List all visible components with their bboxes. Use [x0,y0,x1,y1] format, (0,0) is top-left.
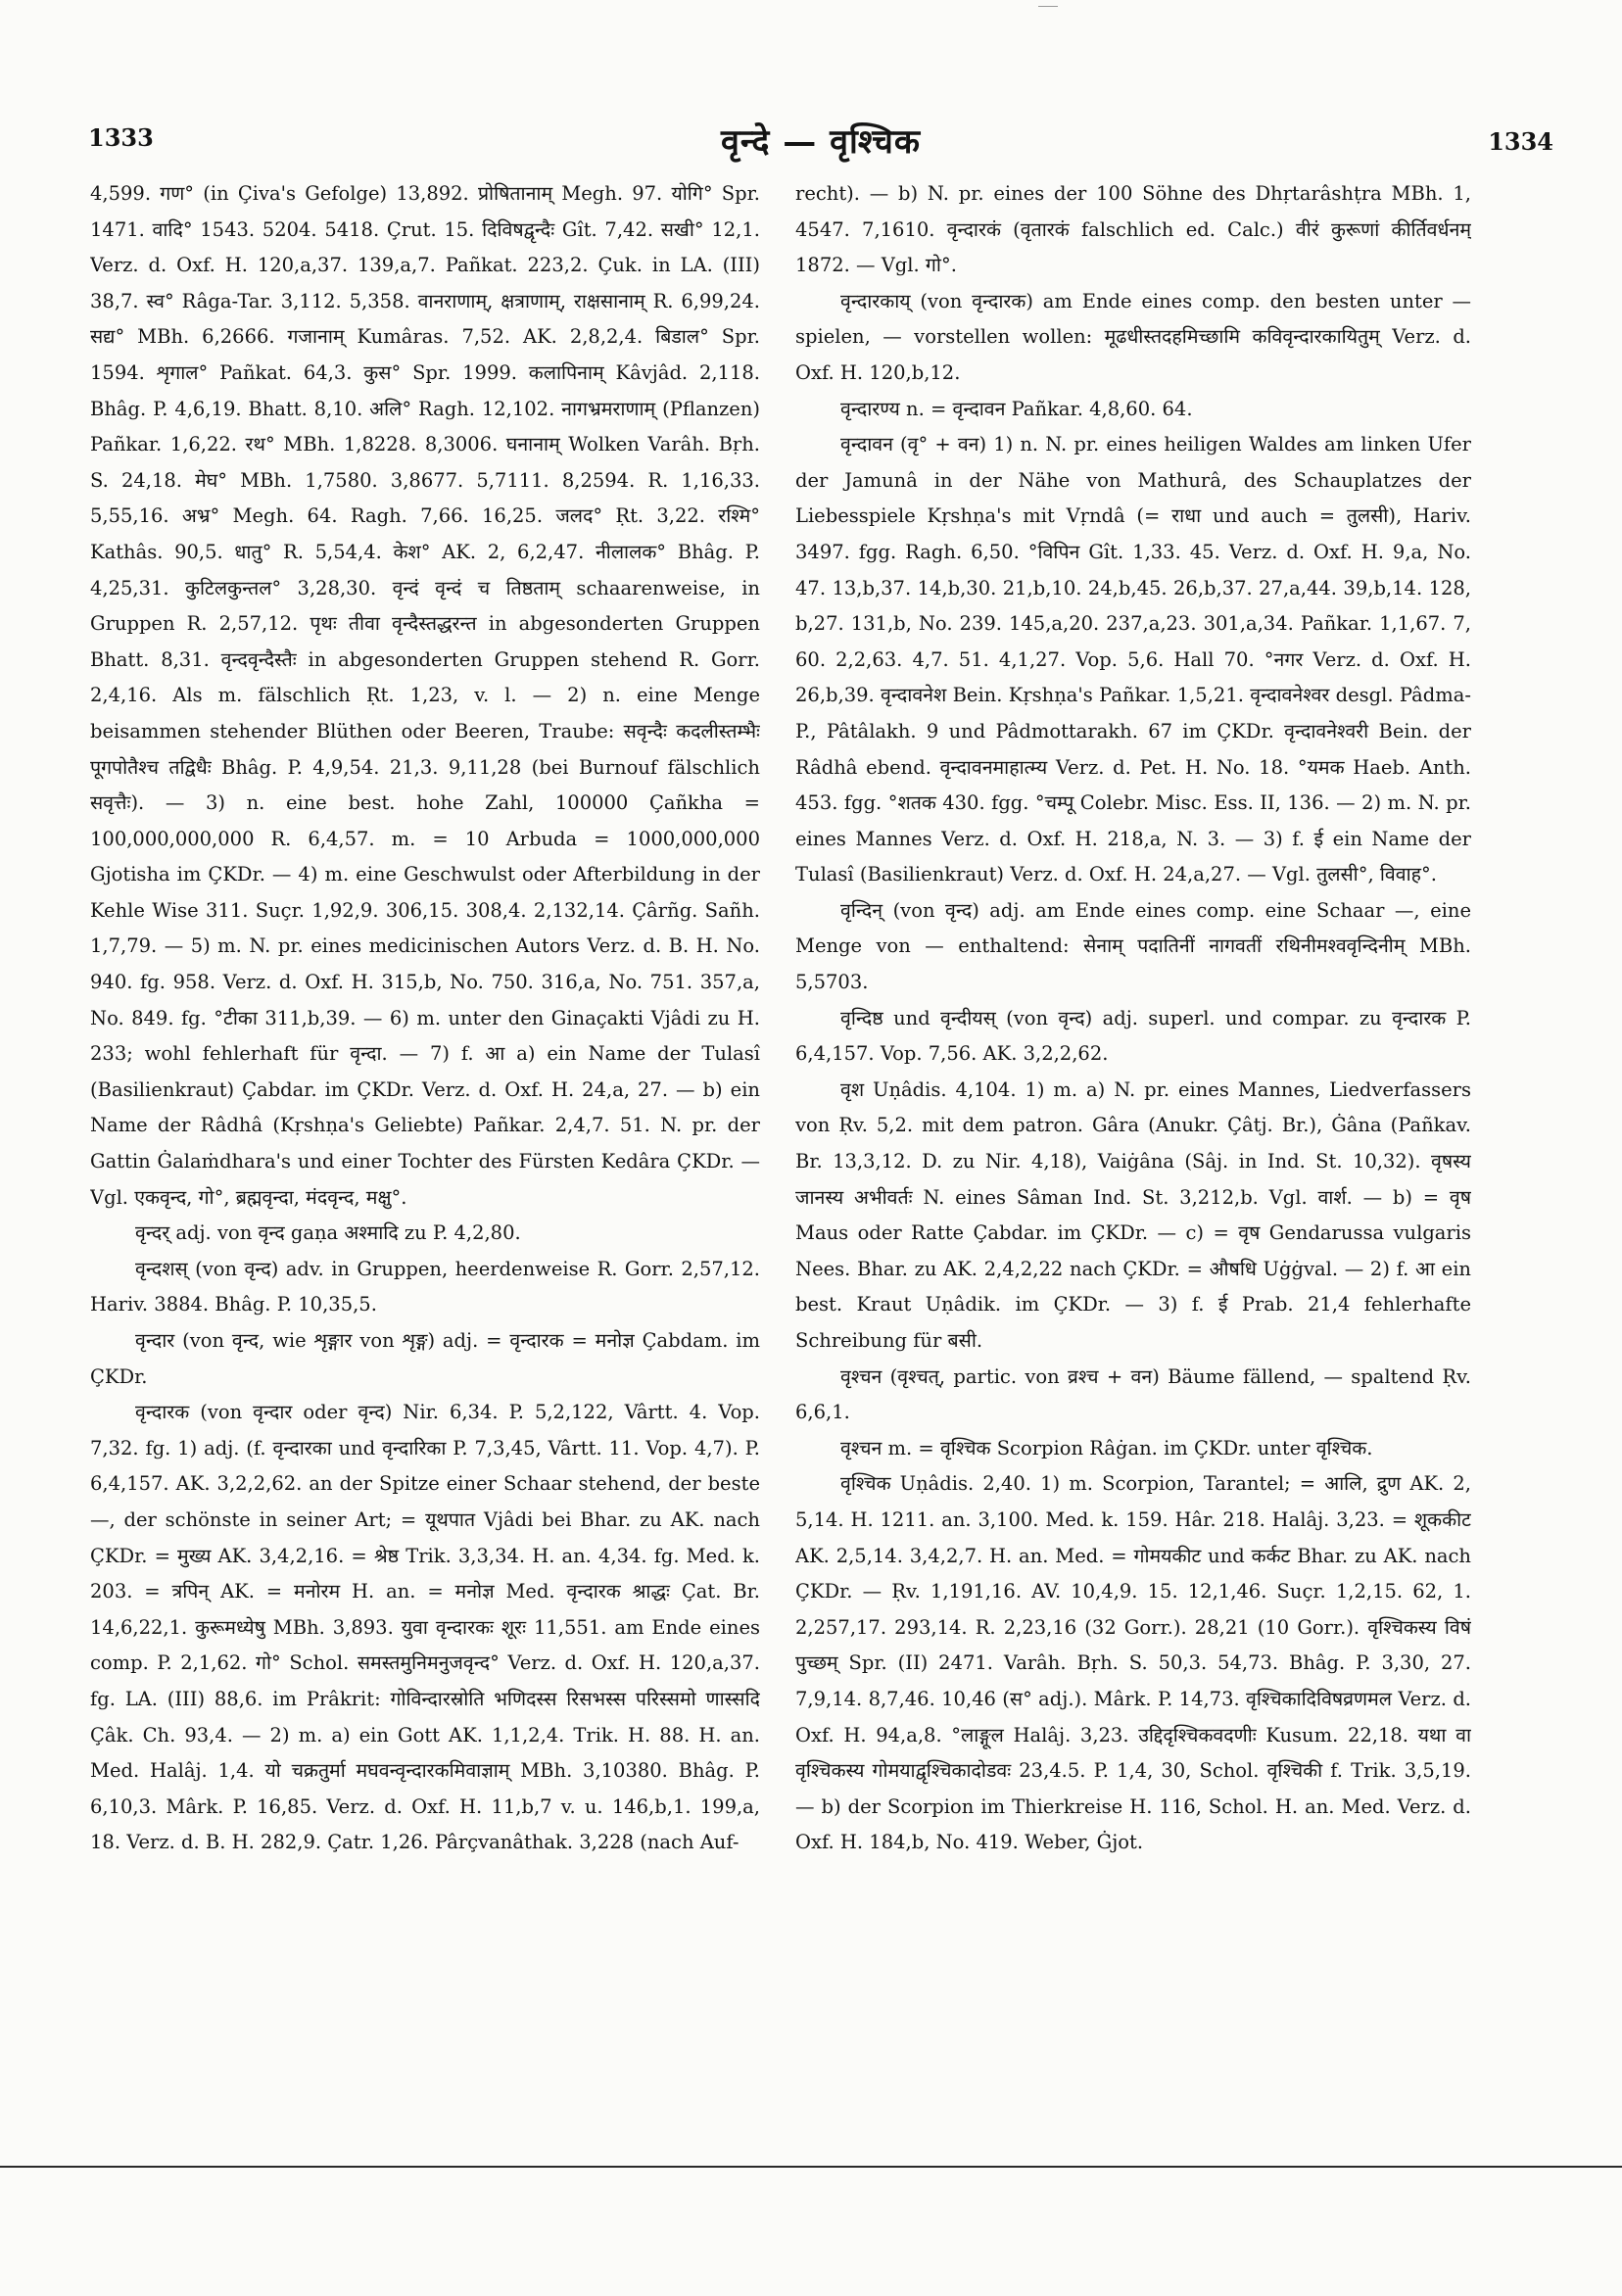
dictionary-entry: वृश Uṇâdis. 4,104. 1) m. a) N. pr. eines Mannes, Liedverfassers von Ṛv. 5,2. mit dem patron. Gâra (Anukr. Çâtj. Br.), Ġâna (Pañkav. Br. 13,3,12. D. zu Nir. 4,18), Vaiġâna (Sâj. in Ind. St. 10,32). वृषस्य जानस्य अभीवर्तः N. eines Sâman Ind. St. 3,212,b. Vgl. वार्श. — b) = वृष Maus oder Ratte Çabdar. im ÇKDr. — c) = वृष Gendarussa vulgaris Nees. Bhar. zu AK. 2,4,2,22 nach ÇKDr. = औषधि Uġġval. — 2) f. आ ein best. Kraut Uṇâdik. im ÇKDr. — 3) f. ई Prab. 21,4 fehlerhafte Schreibung für बसी. [795,1077,1471,1352]
page-number-right: 1334 [1488,127,1553,156]
right-column [795,176,1471,2022]
dictionary-entry: 4,599. गण° (in Çiva's Gefolge) 13,892. प्रोषितानाम् Megh. 97. योगि° Spr. 1471. वादि° 1543. 5204. 5418. Çrut. 15. दिविषद्वृन्दैः Gît. 7,42. सखी° 12,1. Verz. d. Oxf. H. 120,a,37. 139,a,7. Pañkat. 223,2. Çuk. in LA. (III) 38,7. स्व° Râga-Tar. 3,112. 5,358. वानराणाम्, क्षत्राणाम्, राक्षसानाम् R. 6,99,24. सद्य° MBh. 6,2666. गजानाम् Kumâras. 7,52. AK. 2,8,2,4. बिडाल° Spr. 1594. शृगाल° Pañkat. 64,3. कुस° Spr. 1999. कलापिनाम् Kâvjâd. 2,118. Bhâg. P. 4,6,19. Bhatt. 8,10. अलि° Ragh. 12,102. नागभ्रमराणाम् (Pflanzen) Pañkar. 1,6,22. रथ° MBh. 1,8228. 8,3006. घनानाम् Wolken Varâh. Bṛh. S. 24,18. मेघ° MBh. 1,7580. 3,8677. 5,7111. 8,2594. R. 1,16,33. 5,55,16. अभ्र° Megh. 64. Ragh. 7,66. 16,25. जलद° Ṛt. 3,22. रश्मि° Kathâs. 90,5. धातु° R. 5,54,4. केश° AK. 2, 6,2,47. नीलालक° Bhâg. P. 4,25,31. कुटिलकुन्तल° 3,28,30. वृन्दं वृन्दं च तिष्ठताम् schaarenweise, in Gruppen R. 2,57,12. पृथः तीवा वृन्दैस्तद्धरन्त in abgesonderten Gruppen Bhatt. 8,31. वृन्दवृन्दैस्तैः in abgesonderten Gruppen stehend R. Gorr. 2,4,16. Als m. fälschlich Ṛt. 1,23, v. l. — 2) n. eine Menge beisammen stehender Blüthen oder Beeren, Traube: सवृन्दैः कदलीस्तम्भैः पूगपोतैश्च तद्विधैः Bhâg. P. 4,9,54. 21,3. 9,11,28 (bei Burnouf fälschlich सवृत्तैः). — 3) n. eine best. hohe Zahl, 100000 Çañkha = 100,000,000,000 R. 6,4,57. m. = 10 Arbuda = 1000,000,000 Gjotisha im ÇKDr. — 4) m. eine Geschwulst oder Afterbildung in der Kehle Wise 311. Suçr. 1,92,9. 306,15. 308,4. 2,132,14. Çârñg. Sañh. 1,7,79. — 5) m. N. pr. eines medicinischen Autors Verz. d. B. H. No. 940. fg. 958. Verz. d. Oxf. H. 315,b, No. 750. 316,a, No. 751. 357,a, No. 849. fg. °टीका 311,b,39. — 6) m. unter den Ginaçakti Vjâdi zu H. 233; wohl fehlerhaft für वृन्दा. — 7) f. आ a) ein Name der Tulasî (Basilienkraut) Çabdar. im ÇKDr. Verz. d. Oxf. H. 24,a, 27. — b) ein Name der Râdhâ (Kṛshṇa's Geliebte) Pañkar. 2,4,7. 51. N. pr. der Gattin Ġalaṁdhara's und einer Tochter des Fürsten Kedâra ÇKDr. — Vgl. एकवृन्द, गो°, ब्रह्मवृन्दा, मंदवृन्द, मक्षु°. [90,182,760,1209]
dictionary-entry: वृन्दारकाय् (von वृन्दारक) am Ende eines comp. den besten unter — spielen, — vorstellen wollen: मूढधीस्तदहमिच्छामि कविवृन्दारकायितुम् Verz. d. Oxf. H. 120,b,12. [795,289,1471,384]
dictionary-entry: वृन्दर् adj. von वृन्द gaṇa अश्मादि zu P. 4,2,80. [135,1221,521,1245]
dictionary-entry: वृन्दारण्य n. = वृन्दावन Pañkar. 4,8,60. 64. [840,397,1193,420]
dictionary-entry: वृन्दिष्ठ und वृन्दीयस् (von वृन्द) adj. superl. und compar. zu वृन्दारक P. 6,4,157. Vop. 7,56. AK. 3,2,2,62. [795,1006,1471,1066]
left-column [90,176,760,2022]
dictionary-entry: वृश्चिक Uṇâdis. 2,40. 1) m. Scorpion, Tarantel; = आलि, द्रुण AK. 2, 5,14. H. 1211. an. 3,100. Med. k. 159. Hâr. 218. Halâj. 3,23. = शूककीट AK. 2,5,14. 3,4,2,7. H. an. Med. = गोमयकीट und कर्कट Bhar. zu AK. nach ÇKDr. — Ṛv. 1,191,16. AV. 10,4,9. 15. 12,1,46. Suçr. 1,2,15. 62, 1. 2,257,17. 293,14. R. 2,23,16 (32 Gorr.). 28,21 (10 Gorr.). वृश्चिकस्य विषं पुच्छम् Spr. (II) 2471. Varâh. Bṛh. S. 50,3. 54,73. Bhâg. P. 3,30, 27. 7,9,14. 8,7,46. 10,46 (स° adj.). Mârk. P. 14,73. वृश्चिकादिविषव्रणमल Verz. d. Oxf. H. 94,a,8. °लाङ्गूल Halâj. 3,23. उद्दिदृश्चिकवदणीः Kusum. 22,18. यथा वा वृश्चिकस्य गोमयाद्वृश्चिकादोडवः 23,4.5. P. 1,4, 30, Schol. वृश्चिकी f. Trik. 3,5,19. — b) der Scorpion im Thierkreise H. 116, Schol. H. an. Med. Verz. d. Oxf. H. 184,b, No. 419. Weber, Ġjot. [795,1472,1471,1854]
running-title: वृन्दे — वृश्चिक [721,122,921,162]
page-header [88,118,1553,176]
page-number-left: 1333 [88,123,154,152]
dictionary-entry: वृन्दावन (वृ° + वन) 1) n. N. pr. eines heiligen Waldes am linken Ufer der Jamunâ in der Nähe von Mathurâ, des Schauplatzes der Liebesspiele Kṛshṇa's mit Vṛndâ (= राधा und auch = तुलसी), Hariv. 3497. fgg. Ragh. 6,50. °विपिन Gît. 1,33. 45. Verz. d. Oxf. H. 9,a, No. 47. 13,b,37. 14,b,30. 21,b,10. 24,b,45. 26,b,37. 27,a,44. 39,b,14. 128, b,27. 131,b, No. 239. 145,a,20. 237,a,23. 301,a,34. Pañkar. 1,1,67. 7, 60. 2,2,63. 4,7. 51. 4,1,27. Vop. 5,6. Hall 70. °नगर Verz. d. Oxf. H. 26,b,39. वृन्दावनेश Bein. Kṛshṇa's Pañkar. 1,5,21. वृन्दावनेश्वर desgl. Pâdma-P., Pâtâlakh. 9 und Pâdmottarakh. 67 im ÇKDr. वृन्दावनेश्वरी Bein. der Râdhâ ebend. वृन्दावनमाहात्म्य Verz. d. Pet. H. No. 18. °यमक Haeb. Anth. 453. fgg. °शतक 430. fgg. °चम्पू Colebr. Misc. Ess. II, 136. — 2) m. N. pr. eines Mannes Verz. d. Oxf. H. 218,a, N. 3. — 3) f. ई ein Name der Tulasî (Basilienkraut) Verz. d. Oxf. H. 24,a,27. — Vgl. तुलसी°, विवाह°. [795,433,1471,886]
dictionary-entry: वृन्दार (von वृन्द, wie शृङ्गार von शृङ्ग) adj. = वृन्दारक = मनोज्ञ Çabdam. im ÇKDr. [90,1329,760,1388]
dictionary-entry: वृन्दिन् (von वृन्द) adj. am Ende eines comp. eine Schaar —, eine Menge von — enthaltend: सेनाम् पदातिनीं नागवतीं रथिनीमश्ववृन्दिनीम् MBh. 5,5703. [795,898,1471,994]
scan-mark [1038,6,1058,7]
dictionary-entry: वृश्चन (वृश्चत्, partic. von व्रश्च + वन) Bäume fällend, — spaltend Ṛv. 6,6,1. [795,1364,1471,1424]
dictionary-entry: वृन्दारक (von वृन्दार oder वृन्द) Nir. 6,34. P. 5,2,122, Vârtt. 4. Vop. 7,32. fg. 1) adj. (f. वृन्दारका und वृन्दारिका P. 7,3,45, Vârtt. 11. Vop. 4,7). P. 6,4,157. AK. 3,2,2,62. an der Spitze einer Schaar stehend, der beste —, der schönste in seiner Art; = यूथपात Vjâdi bei Bhar. zu AK. nach ÇKDr. = मुख्य AK. 3,4,2,16. = श्रेष्ठ Trik. 3,3,34. H. an. 4,34. fg. Med. k. 203. = त्रपिन् AK. = मनोरम H. an. = मनोज्ञ Med. वृन्दारक श्राद्धः Çat. Br. 14,6,22,1. कुरूमध्येषु MBh. 3,893. युवा वृन्दारकः शूरः 11,551. am Ende eines comp. P. 2,1,62. गो° Schol. समस्तमुनिमनुजवृन्द° Verz. d. Oxf. H. 120,a,37. fg. LA. (III) 88,6. im Prâkrit: गोविन्दारस्रोति भणिदस्स रिसभस्स परिस्समो णास्सदि Çâk. Ch. 93,4. — 2) m. a) ein Gott AK. 1,1,2,4. Trik. H. 88. H. an. Med. Halâj. 1,4. यो चक्रतुर्मा मघवन्वृन्दारकमिवाज्ञाम् MBh. 3,10380. Bhâg. P. 6,10,3. Mârk. P. 16,85. Verz. d. Oxf. H. 11,b,7 v. u. 146,b,1. 199,a, 18. Verz. d. B. H. 282,9. Çatr. 1,26. Pârçvanâthak. 3,228 (nach Auf- [90,1401,760,1854]
dictionary-entry: वृन्दशस् (von वृन्द) adv. in Gruppen, heerdenweise R. Gorr. 2,57,12. Hariv. 3884. Bhâg. P. 10,35,5. [90,1257,760,1316]
dictionary-entry: वृश्चन m. = वृश्चिक Scorpion Râġan. im ÇKDr. unter वृश्चिक. [840,1436,1373,1459]
footer-rule [0,2166,1622,2168]
dictionary-entry: recht). — b) N. pr. eines der 100 Söhne des Dhṛtarâshṭra MBh. 1, 4547. 7,1610. वृन्दारकं (वृतारकं falschlich ed. Calc.) वीरं कुरूणां कीर्तिवर्धनम् 1872. — Vgl. गो°. [795,182,1471,277]
